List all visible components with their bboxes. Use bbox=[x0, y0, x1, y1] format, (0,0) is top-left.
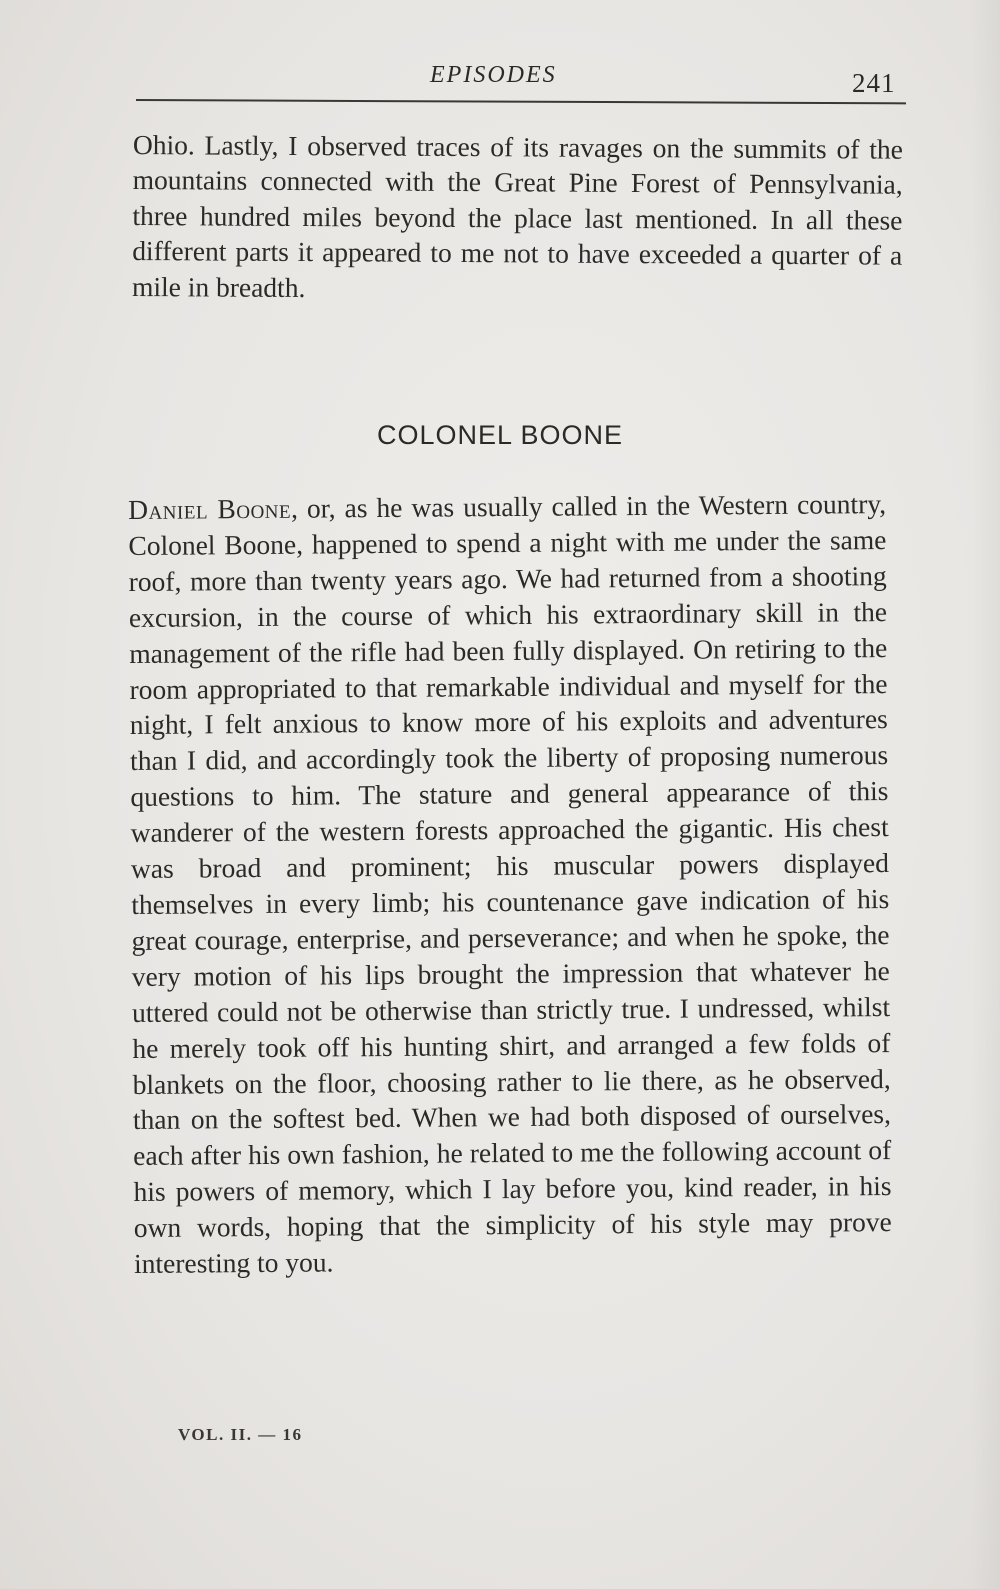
running-head bbox=[0, 62, 1000, 102]
page-edge-shading bbox=[970, 0, 1000, 1589]
continued-paragraph: Ohio. Lastly, I observed traces of its ravages on the summits of the mountains connected with the Great Pine Forest of Pennsylvania, three hundred miles beyond the place last mentioned. In all these different parts it appeared to me not to have exceeded a quarter of a mile in breadth. bbox=[131, 128, 903, 303]
page-number: 241 bbox=[852, 68, 896, 98]
section-paragraph-body: , or, as he was usually called in the Western country, Colonel Boone, happened to spend a night with me under the same roof, more than twenty years ago. We had returned from a shooting excursion, in the course of which his extraordinary skill in the management of the rifle had been fully displayed. On retiring to the room appropriated to that remarkable individual and myself for the night, I felt anxious to know more of his exploits and adventures than I did, and accordingly took the liberty of proposing numerous questions to him. The stature and general appearance of this wanderer of the western forests approached the gigantic. His chest was broad and prominent; his muscular powers displayed themselves in every limb; his countenance gave indication of his great courage, enterprise, and perseverance; and when he spoke, the very motion of his lips brought the impression that whatever he uttered could not be otherwise than strictly true. I undressed, whilst he merely took off his hunting shirt, and arranged a few folds of blankets on the floor, choosing rather to lie there, as he observed, than on the softest bed. When we had both disposed of ourselves, each after his own fashion, he related to me the following account of his powers of memory, which I lay before you, kind reader, in his own words, hoping that the simplicity of his style may prove interesting to you. bbox=[128, 488, 892, 1280]
section-paragraph bbox=[128, 486, 892, 1282]
section-heading: COLONEL BOONE bbox=[376, 420, 624, 450]
running-head-title: EPISODES bbox=[430, 62, 557, 88]
lead-name-smallcaps: Daniel Boone bbox=[128, 492, 292, 525]
signature-mark: VOL. II. — 16 bbox=[178, 1425, 303, 1444]
